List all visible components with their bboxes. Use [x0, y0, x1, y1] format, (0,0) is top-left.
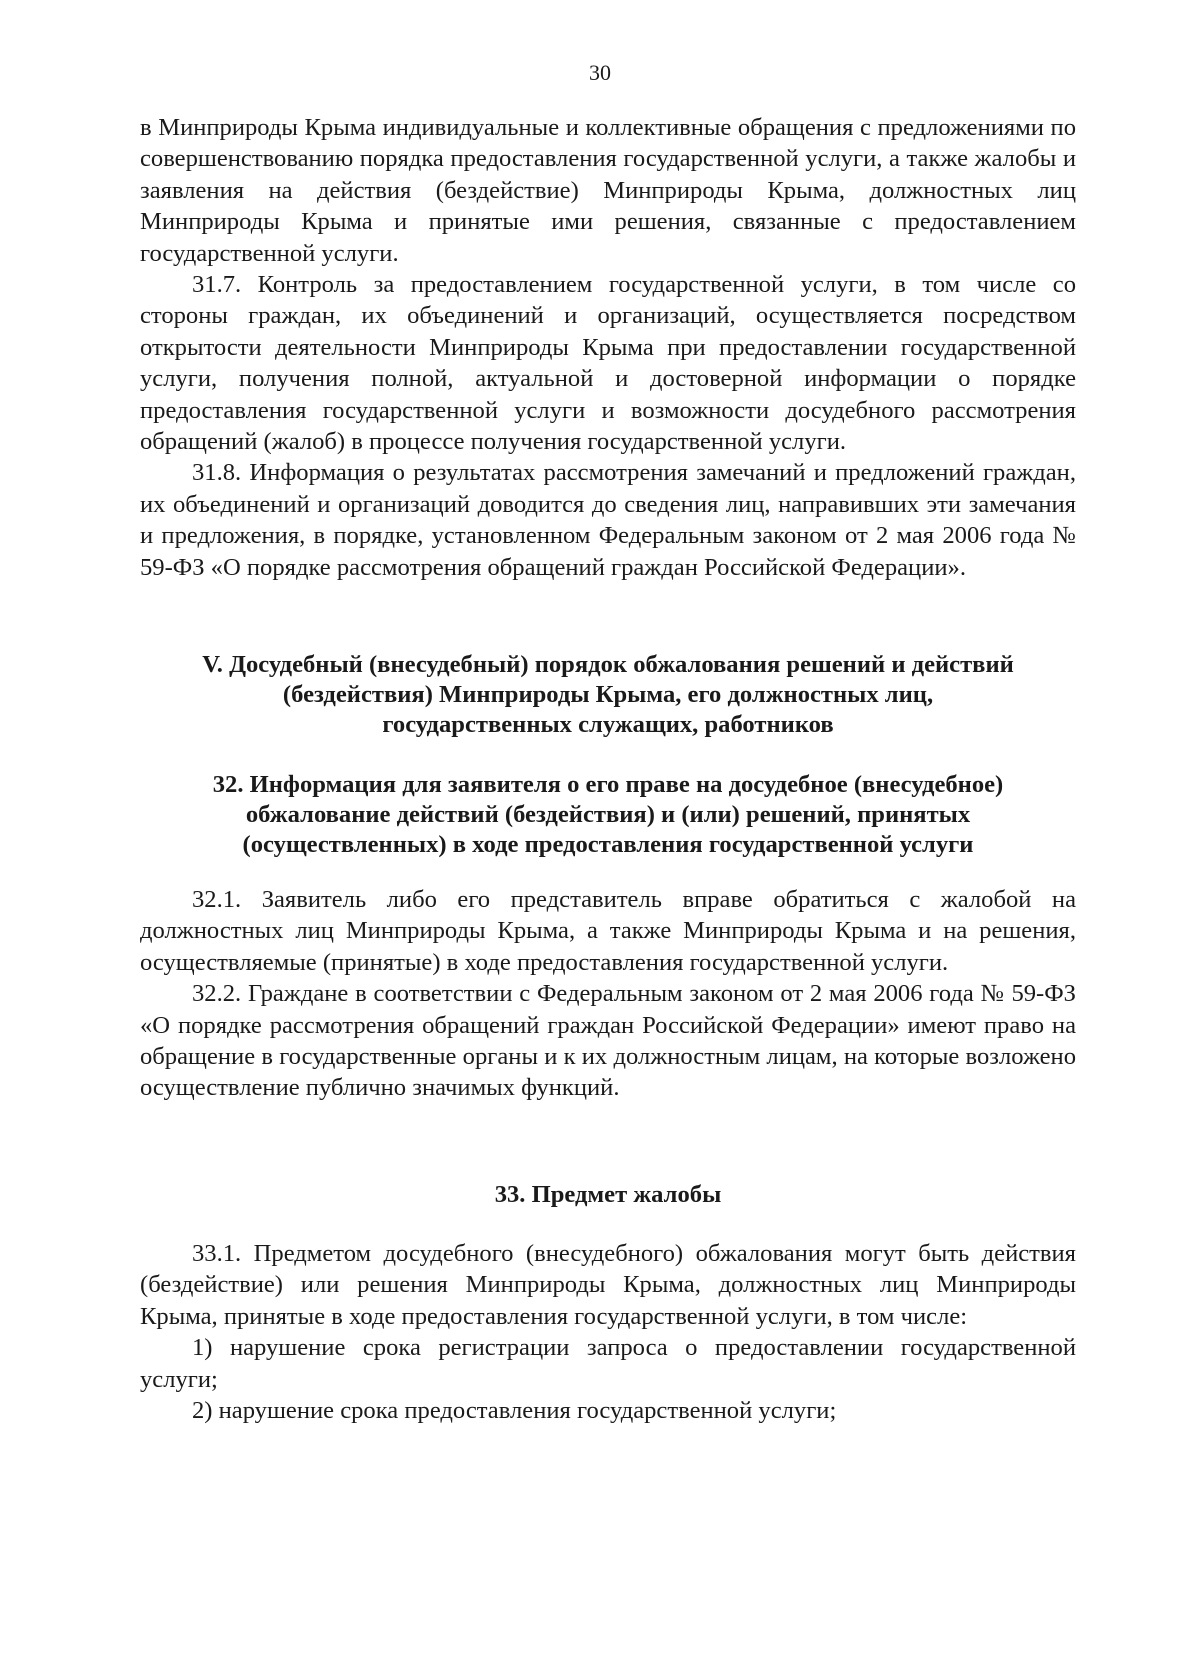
- section-33-title: 33. Предмет жалобы: [494, 1181, 722, 1208]
- text-block-33: [140, 1238, 1076, 1426]
- section-v-line-3: государственных служащих, работников: [382, 711, 834, 738]
- section-32-line-2: обжалование действий (бездействия) и (или) решений, принятых: [245, 801, 971, 828]
- paragraph-32-1: 32.1. Заявитель либо его представитель вправе обратиться с жалобой на должностных лиц Минприроды Крыма, а также Минприроды Крыма и на решения, осуществляемые (принятые) в ходе предоставления государственной услуги.: [140, 886, 1076, 976]
- section-32-heading: [140, 770, 1076, 860]
- text-block-31: [140, 112, 1076, 583]
- section-v-line-1: V. Досудебный (внесудебный) порядок обжалования решений и действий: [202, 651, 1014, 678]
- section-32-line-1: 32. Информация для заявителя о его праве на досудебное (внесудебное): [212, 771, 1004, 798]
- text-block-32: [140, 884, 1076, 1104]
- section-v-line-2: (бездействия) Минприроды Крыма, его должностных лиц,: [282, 681, 934, 708]
- section-33-heading: [140, 1180, 1076, 1210]
- section-v-heading: [140, 650, 1076, 740]
- section-32-line-3: (осуществленных) в ходе предоставления государственной услуги: [242, 831, 974, 858]
- list-item-2: 2) нарушение срока предоставления государственной услуги;: [192, 1397, 837, 1425]
- paragraph-32-2: 32.2. Граждане в соответствии с Федеральным законом от 2 мая 2006 года № 59-ФЗ «О порядке рассмотрения обращений граждан Российской Федерации» имеют право на обращение в государственные органы и к их должностным лицам, на которые возложено осуществление публично значимых функций.: [140, 980, 1076, 1102]
- paragraph-31-7: 31.7. Контроль за предоставлением государственной услуги, в том числе со стороны граждан, их объединений и организаций, осуществляется посредством открытости деятельности Минприроды Крыма при предоставлении государственной услуги, получения полной, актуальной и достоверной информации о порядке предоставления государственной услуги и возможности досудебного рассмотрения обращений (жалоб) в процессе получения государственной услуги.: [140, 271, 1076, 456]
- paragraph-continuation: в Минприроды Крыма индивидуальные и коллективные обращения с предложениями по совершенствованию порядка предоставления государственной услуги, а также жалобы и заявления на действия (бездействие) Минприроды Крыма, должностных лиц Минприроды Крыма и принятые ими решения, связанные с предоставлением государственной услуги.: [140, 114, 1076, 267]
- paragraph-33-1: 33.1. Предметом досудебного (внесудебного) обжалования могут быть действия (бездействие) или решения Минприроды Крыма, должностных лиц Минприроды Крыма, принятые в ходе предоставления государственной услуги, в том числе:: [140, 1240, 1076, 1330]
- list-item-1: 1) нарушение срока регистрации запроса о предоставлении государственной услуги;: [140, 1334, 1076, 1393]
- paragraph-31-8: 31.8. Информация о результатах рассмотрения замечаний и предложений граждан, их объединений и организаций доводится до сведения лиц, направивших эти замечания и предложения, в порядке, установленном Федеральным законом от 2 мая 2006 года № 59-ФЗ «О порядке рассмотрения обращений граждан Российской Федерации».: [140, 459, 1076, 581]
- page-number: 30: [589, 60, 611, 85]
